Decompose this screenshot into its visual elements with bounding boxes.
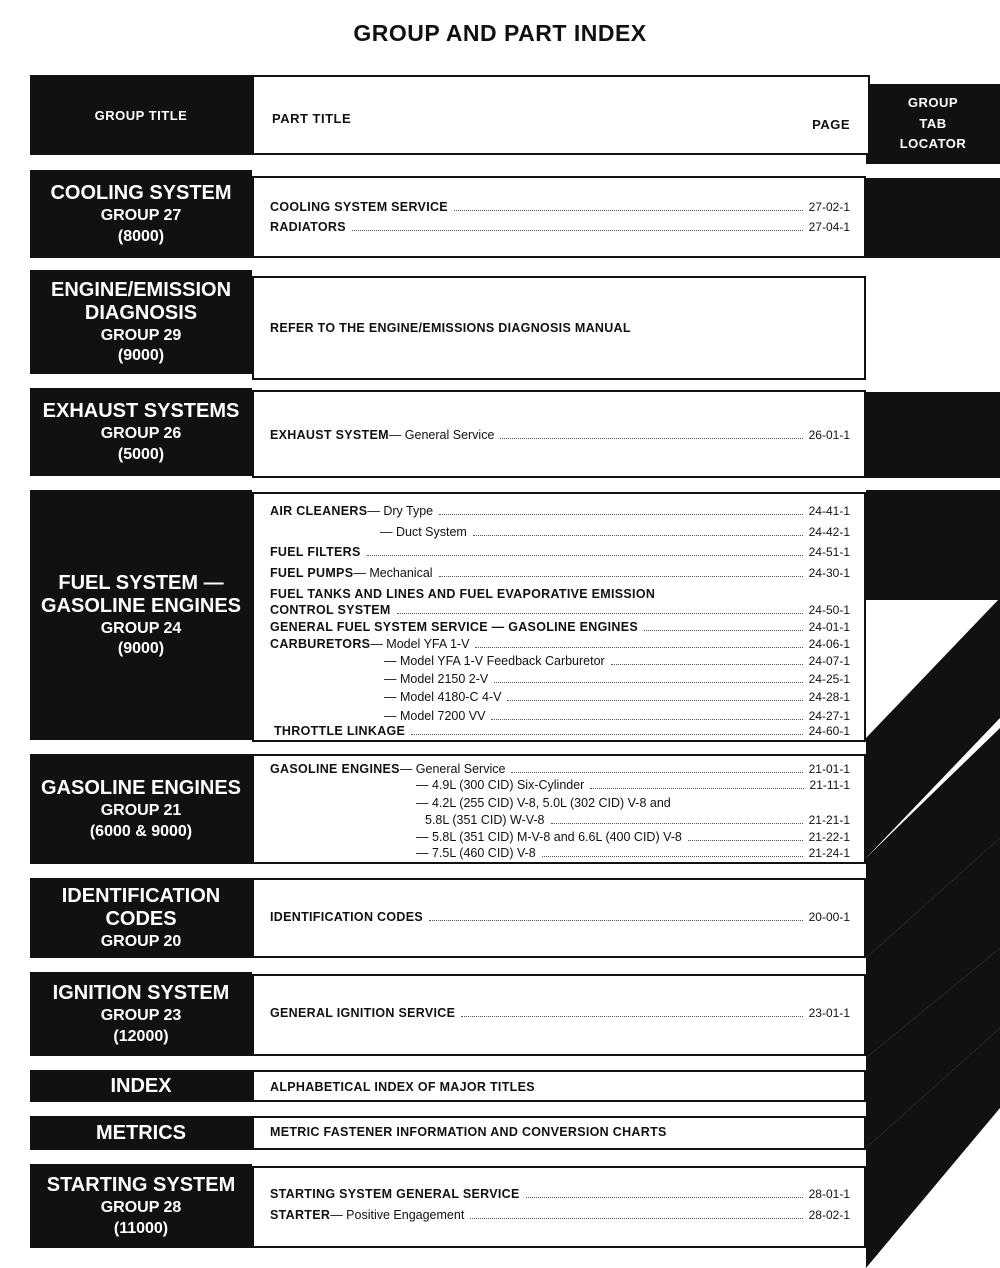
group-name: EXHAUST SYSTEMS [42,400,240,423]
part-entry[interactable] [270,652,850,668]
group-code: (8000) [117,227,165,245]
part-label: EXHAUST SYSTEM [270,428,389,442]
group-number: GROUP 24 [100,619,182,637]
part-note[interactable]: REFER TO THE ENGINE/EMISSIONS DIAGNOSIS MANUAL [270,321,631,335]
part-note[interactable]: METRIC FASTENER INFORMATION AND CONVERSION CHARTS [270,1125,667,1139]
header-tab-line: TAB [919,115,947,131]
leader-dots [439,576,803,577]
panel-fuel-system [252,492,866,742]
tab-band-cooling [866,178,1000,258]
panel-engine-emission-diagnosis [252,276,866,380]
leader-dots [367,555,803,556]
part-entry[interactable] [270,635,850,651]
part-desc: — 7.5L (460 CID) V-8 [416,846,536,860]
part-entry[interactable] [270,794,850,810]
leader-dots [511,772,802,773]
part-entry[interactable] [270,760,850,776]
part-label: GASOLINE ENGINES [270,762,400,776]
leader-dots [429,920,803,921]
group-name: CODES [105,907,177,930]
page-number: 24-25-1 [808,672,850,686]
group-gasoline-engines[interactable] [30,754,252,864]
part-label: RADIATORS [270,220,346,234]
part-desc: — Model YFA 1-V [370,637,470,651]
part-label: IDENTIFICATION CODES [270,910,423,924]
leader-dots [411,734,802,735]
panel-ignition-system [252,974,866,1056]
header-tab-line: GROUP [907,94,959,110]
header-tab-locator [870,84,996,164]
part-label: THROTTLE LINKAGE [274,724,406,738]
page-number: 24-50-1 [808,603,850,617]
part-desc: — Positive Engagement [330,1208,465,1222]
part-label: CONTROL SYSTEM [270,603,391,617]
leader-dots [473,535,803,536]
leader-dots [551,823,803,824]
group-name: DIAGNOSIS [84,301,198,324]
group-code: (5000) [117,445,165,463]
part-entry[interactable] [270,601,850,617]
group-index[interactable] [30,1070,252,1102]
page-number: 20-00-1 [808,910,850,924]
part-entry[interactable] [270,198,850,214]
group-number: GROUP 28 [100,1199,182,1217]
page-number: 24-51-1 [808,545,850,559]
part-label: FUEL PUMPS [270,566,354,580]
leader-dots [688,840,803,841]
group-cooling-system[interactable] [30,170,252,258]
header-part-panel [252,75,870,155]
part-label: FUEL TANKS AND LINES AND FUEL EVAPORATIVE EMISSION [270,587,656,601]
page-number: 23-01-1 [808,1006,850,1020]
part-label: COOLING SYSTEM SERVICE [270,200,448,214]
panel-cooling-system [252,176,866,258]
panel-index [252,1070,866,1102]
part-desc: — Dry Type [367,504,434,518]
group-name: IGNITION SYSTEM [52,982,230,1005]
part-entry[interactable] [270,688,850,704]
group-number: GROUP 29 [100,326,182,344]
header-tab-line: LOCATOR [899,136,967,152]
leader-dots [542,856,803,857]
part-desc: — General Service [399,762,506,776]
leader-dots [470,1218,802,1219]
header-part-title: PART TITLE [272,111,352,126]
group-name: IDENTIFICATION [61,884,221,907]
part-entry[interactable] [270,618,850,634]
part-desc: 5.8L (351 CID) W-V-8 [425,813,545,827]
part-entry[interactable] [270,828,850,844]
leader-dots [439,514,803,515]
group-name: FUEL SYSTEM — [58,571,224,594]
leader-dots [500,438,802,439]
part-entry[interactable] [270,543,850,559]
tab-band-exhaust [866,392,1000,478]
part-label: FUEL FILTERS [270,545,361,559]
page-number: 24-27-1 [808,709,850,723]
part-label: AIR CLEANERS [270,504,368,518]
part-entry[interactable] [270,1206,850,1222]
part-desc: — 4.9L (300 CID) Six-Cylinder [416,778,585,792]
leader-dots [644,630,803,631]
group-number: GROUP 26 [100,425,182,443]
page-number: 24-06-1 [808,637,850,651]
group-metrics[interactable] [30,1116,252,1150]
part-desc: — General Service [388,428,495,442]
part-entry[interactable] [270,1185,850,1201]
leader-dots [507,700,802,701]
part-desc: — Model 4180-C 4-V [384,690,502,704]
header-page: PAGE [812,117,850,132]
part-entry[interactable] [270,811,850,827]
page-number: 24-60-1 [808,724,850,738]
group-starting-system[interactable] [30,1164,252,1248]
part-label: GENERAL FUEL SYSTEM SERVICE — GASOLINE ENGINES [270,620,639,634]
part-desc: — Model YFA 1-V Feedback Carburetor [384,654,605,668]
part-entry[interactable] [270,670,850,686]
group-fuel-system[interactable] [30,490,252,740]
part-desc: — Model 2150 2-V [384,672,489,686]
part-label: STARTING SYSTEM GENERAL SERVICE [270,1187,520,1201]
part-entry[interactable] [270,585,850,601]
group-number: GROUP 20 [100,932,182,950]
group-name: GASOLINE ENGINES [40,594,242,617]
group-name: METRICS [96,1121,186,1144]
page-number: 24-42-1 [808,525,850,539]
leader-dots [475,647,802,648]
group-number: GROUP 21 [100,802,182,820]
page-number: 21-21-1 [808,813,850,827]
group-code: (12000) [113,1027,169,1045]
part-entry[interactable] [270,707,850,723]
part-desc: — 5.8L (351 CID) M-V-8 and 6.6L (400 CID) V-8 [416,830,682,844]
panel-identification-codes [252,878,866,958]
page-number: 24-30-1 [808,566,850,580]
part-label: GENERAL IGNITION SERVICE [270,1006,456,1020]
tab-locator-graphic [866,588,1000,1268]
part-desc: — Duct System [380,525,467,539]
page-number: 27-02-1 [808,200,850,214]
group-code: (9000) [117,640,165,657]
leader-dots [352,230,803,231]
part-desc: — Model 7200 VV [384,709,486,723]
page-number: 21-11-1 [809,778,850,792]
header-group-title: GROUP TITLE [30,75,252,155]
leader-dots [491,719,802,720]
page-number: 24-28-1 [808,690,850,704]
leader-dots [611,664,803,665]
part-entry[interactable] [270,908,850,924]
panel-metrics [252,1116,866,1150]
group-name: STARTING SYSTEM [46,1174,236,1197]
part-label: CARBURETORS [270,637,371,651]
panel-gasoline-engines [252,754,866,864]
page-number: 21-01-1 [808,762,850,776]
group-name: COOLING SYSTEM [50,182,232,205]
part-entry[interactable] [270,426,850,442]
part-desc: — Mechanical [353,566,433,580]
leader-dots [590,788,803,789]
part-entry[interactable] [270,776,850,792]
group-name: ENGINE/EMISSION [50,278,232,301]
group-number: GROUP 23 [100,1007,182,1025]
leader-dots [454,210,803,211]
group-code: (6000 & 9000) [89,822,193,840]
leader-dots [526,1197,803,1198]
leader-dots [397,613,803,614]
group-number: GROUP 27 [100,207,182,225]
part-entry[interactable] [270,844,850,860]
panel-exhaust-systems [252,390,866,478]
page-number: 27-04-1 [808,220,850,234]
part-desc: — 4.2L (255 CID) V-8, 5.0L (302 CID) V-8 and [416,796,671,810]
part-entry[interactable] [270,218,850,234]
group-code: (11000) [113,1219,169,1237]
leader-dots [461,1016,802,1017]
panel-starting-system [252,1166,866,1248]
part-entry[interactable] [270,523,850,539]
page-number: 28-02-1 [808,1208,850,1222]
page-number: 21-24-1 [808,846,850,860]
part-entry[interactable] [270,564,850,580]
part-label: STARTER [270,1208,331,1222]
page-number: 21-22-1 [808,830,850,844]
group-ignition-system[interactable] [30,972,252,1056]
page-number: 26-01-1 [808,428,850,442]
page-number: 24-41-1 [808,504,850,518]
group-name: GASOLINE ENGINES [40,777,242,800]
group-exhaust-systems[interactable] [30,388,252,476]
part-entry[interactable] [270,1004,850,1020]
group-code: (9000) [117,347,165,364]
group-engine-emission-diagnosis[interactable] [30,270,252,374]
part-entry[interactable] [270,722,850,738]
tab-band-fuel [866,490,1000,600]
group-name: INDEX [110,1074,172,1097]
part-note[interactable]: ALPHABETICAL INDEX OF MAJOR TITLES [270,1080,535,1094]
page-number: 24-01-1 [808,620,850,634]
part-entry[interactable] [270,502,850,518]
leader-dots [494,682,802,683]
page-title: GROUP AND PART INDEX [353,20,647,46]
page-number: 24-07-1 [808,654,850,668]
group-identification-codes[interactable] [30,878,252,958]
page-number: 28-01-1 [808,1187,850,1201]
